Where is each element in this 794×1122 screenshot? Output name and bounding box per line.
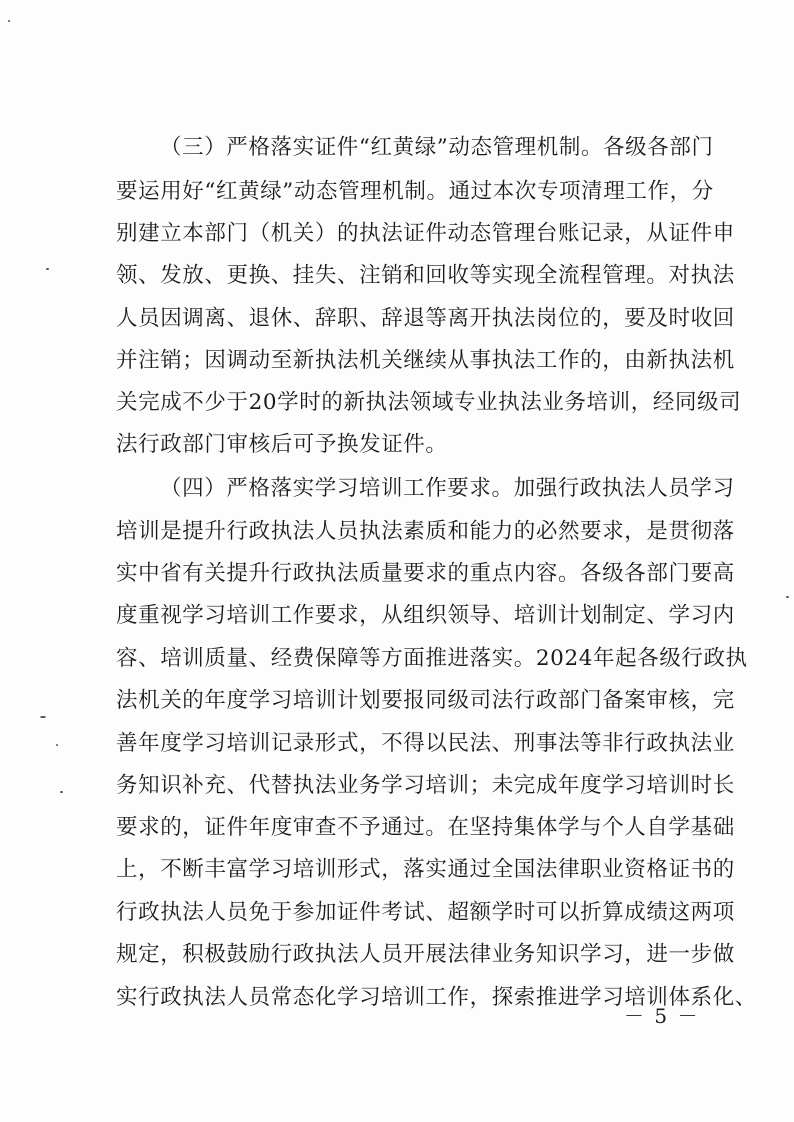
- scan-speck: [56, 744, 58, 746]
- paragraph-line: 法机关的年度学习培训计划要报同级司法行政部门备案审核，完: [116, 688, 735, 713]
- paragraph-line: 规定，积极鼓励行政执法人员开展法律业务知识学习，进一步做: [116, 942, 735, 967]
- page-number: － 5 －: [624, 1004, 700, 1028]
- paragraph-line: 行政执法人员免于参加证件考试、超额学时可以折算成绩这两项: [116, 900, 735, 925]
- paragraph-line: 实行政执法人员常态化学习培训工作，探索推进学习培训体系化、: [116, 985, 757, 1010]
- paragraph-line: 善年度学习培训记录形式，不得以民法、刑事法等非行政执法业: [116, 731, 735, 756]
- paragraph-line: 培训是提升行政执法人员执法素质和能力的必然要求，是贯彻落: [116, 519, 735, 544]
- paragraph-line: 实中省有关提升行政执法质量要求的重点内容。各级各部门要高: [116, 561, 735, 586]
- scan-speck: [40, 716, 46, 718]
- paragraph-line: 要求的，证件年度审查不予通过。在坚持集体学与个人自学基础: [116, 815, 735, 840]
- scan-speck: [786, 596, 789, 598]
- paragraph-line: 度重视学习培训工作要求，从组织领导、培训计划制定、学习内: [116, 603, 735, 628]
- paragraph-line: 人员因调离、退休、辞职、辞退等离开执法岗位的，要及时收回: [116, 306, 735, 331]
- paragraph-line: 并注销；因调动至新执法机关继续从事执法工作的，由新执法机: [116, 348, 735, 373]
- paragraph-line: 容、培训质量、经费保障等方面推进落实。2024年起各级行政执: [116, 646, 748, 671]
- paragraph-line: 务知识补充、代替执法业务学习培训；未完成年度学习培训时长: [116, 773, 735, 798]
- paragraph-line: （三）严格落实证件“红黄绿”动态管理机制。各级各部门: [160, 135, 714, 160]
- paragraph-line: （四）严格落实学习培训工作要求。加强行政执法人员学习: [160, 476, 735, 501]
- paragraph-line: 上，不断丰富学习培训形式，落实通过全国法律职业资格证书的: [116, 857, 735, 882]
- scan-speck: [60, 791, 63, 793]
- paragraph-line: 关完成不少于20学时的新执法领域专业执法业务培训，经同级司: [116, 390, 742, 415]
- scan-speck: [46, 268, 49, 270]
- paragraph-line: 领、发放、更换、挂失、注销和回收等实现全流程管理。对执法: [116, 263, 735, 288]
- scan-speck: [8, 20, 10, 22]
- paragraph-line: 别建立本部门（机关）的执法证件动态管理台账记录，从证件申: [116, 221, 735, 246]
- paragraph-line: 法行政部门审核后可予换发证件。: [116, 432, 448, 457]
- paragraph-line: 要运用好“红黄绿”动态管理机制。通过本次专项清理工作，分: [116, 179, 714, 204]
